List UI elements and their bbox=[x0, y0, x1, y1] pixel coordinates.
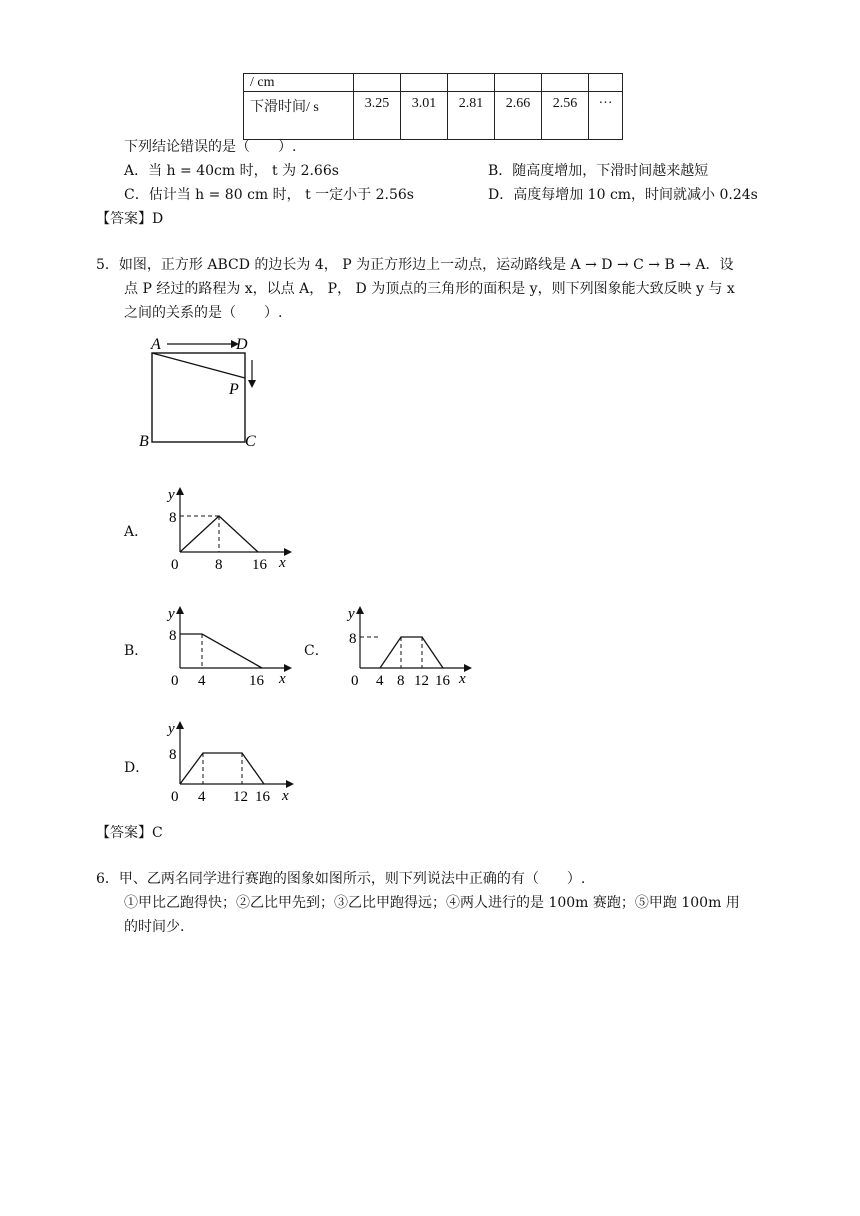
y-tick-label: 8 bbox=[169, 747, 177, 763]
q6-line-1: 6．甲、乙两名同学进行赛跑的图象如图所示，则下列说法中正确的有（ ）. bbox=[96, 871, 586, 887]
x-tick-label: 12 bbox=[414, 673, 429, 689]
q5-answer: 【答案】C bbox=[96, 825, 163, 841]
graph-d bbox=[160, 716, 300, 806]
q4-prompt: 下列结论错误的是（ ）. bbox=[124, 139, 297, 155]
x-tick-label: 16 bbox=[255, 789, 270, 805]
x-tick-label: 4 bbox=[376, 673, 384, 689]
origin-label: 0 bbox=[171, 673, 179, 689]
y-axis-label: y bbox=[168, 721, 175, 737]
q6-line-3: 的时间少. bbox=[124, 919, 185, 935]
x-tick-label: 16 bbox=[435, 673, 450, 689]
y-tick-label: 8 bbox=[169, 628, 177, 644]
table-row1-label: / cm bbox=[244, 74, 354, 92]
x-tick-label: 8 bbox=[397, 673, 405, 689]
x-tick-label: 16 bbox=[252, 557, 267, 572]
q4-answer: 【答案】D bbox=[96, 211, 164, 227]
table-cell: ··· bbox=[589, 92, 623, 140]
table-cell: 3.01 bbox=[401, 92, 448, 140]
table-cell: 3.25 bbox=[354, 92, 401, 140]
data-table bbox=[243, 73, 623, 140]
square-figure bbox=[135, 332, 270, 454]
option-a-label: A． bbox=[124, 524, 149, 540]
table-cell: 2.81 bbox=[448, 92, 495, 140]
y-axis-label: y bbox=[348, 606, 355, 622]
origin-label: 0 bbox=[351, 673, 359, 689]
table-row2-label: 下滑时间/ s bbox=[244, 92, 354, 140]
graph-a bbox=[160, 482, 295, 572]
x-tick-label: 4 bbox=[198, 673, 206, 689]
option-c-label: C． bbox=[304, 643, 329, 659]
point-label-p: P bbox=[229, 381, 239, 398]
vertex-label-c: C bbox=[245, 433, 256, 450]
y-axis-label: y bbox=[168, 606, 175, 622]
option-b-label: B． bbox=[124, 643, 149, 659]
q4-option-b: B．随高度增加，下滑时间越来越短 bbox=[488, 163, 709, 179]
graph-b bbox=[160, 601, 295, 691]
y-tick-label: 8 bbox=[169, 510, 177, 526]
vertex-label-d: D bbox=[236, 336, 248, 353]
origin-label: 0 bbox=[171, 789, 179, 805]
x-tick-label: 12 bbox=[233, 789, 248, 805]
vertex-label-b: B bbox=[139, 433, 149, 450]
x-tick-label: 8 bbox=[215, 557, 223, 572]
x-tick-label: 16 bbox=[249, 673, 264, 689]
y-tick-label: 8 bbox=[349, 631, 357, 647]
x-tick-label: 4 bbox=[198, 789, 206, 805]
origin-label: 0 bbox=[171, 557, 179, 572]
x-axis-label: x bbox=[279, 555, 286, 571]
y-axis-label: y bbox=[168, 487, 175, 503]
q4-option-d: D．高度每增加 10 cm，时间就减小 0.24s bbox=[488, 187, 758, 203]
vertex-label-a: A bbox=[151, 336, 161, 353]
table-cell: 2.66 bbox=[495, 92, 542, 140]
table-cell: 2.56 bbox=[542, 92, 589, 140]
q5-line-3: 之间的关系的是（ ）. bbox=[124, 305, 283, 321]
q4-option-c: C．估计当 h = 80 cm 时， t 一定小于 2.56s bbox=[124, 187, 414, 203]
x-axis-label: x bbox=[459, 671, 466, 687]
graph-c bbox=[340, 601, 475, 691]
q5-line-2: 点 P 经过的路程为 x，以点 A， P， D 为顶点的三角形的面积是 y，则下列图象能大致反映 y 与 x bbox=[124, 281, 735, 297]
x-axis-label: x bbox=[282, 788, 289, 804]
q6-line-2: ①甲比乙跑得快；②乙比甲先到；③乙比甲跑得远；④两人进行的是 100m 赛跑；⑤甲跑 100m 用 bbox=[124, 895, 740, 911]
option-d-label: D． bbox=[124, 760, 150, 776]
q5-line-1: 5．如图，正方形 ABCD 的边长为 4， P 为正方形边上一动点，运动路线是 A → D → C → B → A．设 bbox=[96, 257, 734, 273]
x-axis-label: x bbox=[279, 671, 286, 687]
q4-option-a: A．当 h = 40cm 时， t 为 2.66s bbox=[124, 163, 339, 179]
